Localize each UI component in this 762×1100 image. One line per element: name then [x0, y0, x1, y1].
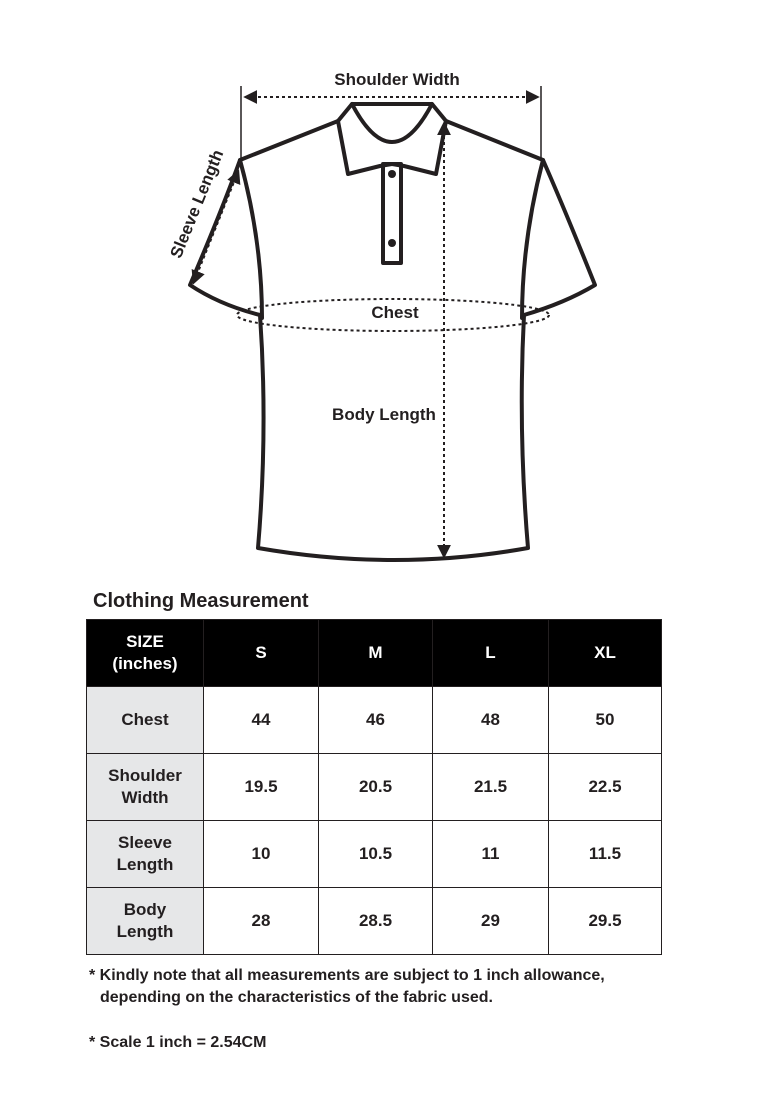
table-cell: 50 [549, 687, 662, 754]
table-cell: 21.5 [433, 754, 549, 821]
table-row-chest [87, 687, 662, 754]
allowance-note [89, 965, 709, 1009]
size-col-m: M [319, 620, 433, 687]
table-title: Clothing Measurement [93, 590, 309, 612]
row-label-line: Length [116, 922, 174, 941]
table-cell: 29 [433, 888, 549, 955]
size-header-cell [87, 620, 204, 687]
row-label-body-length [87, 888, 204, 955]
table-cell: 28.5 [319, 888, 433, 955]
row-label-line: Width [121, 788, 169, 807]
table-row-body-length [87, 888, 662, 955]
table-cell: 11 [433, 821, 549, 888]
shoulder-width-label: Shoulder Width [334, 70, 460, 89]
size-col-s: S [204, 620, 319, 687]
row-label-line: Length [116, 855, 174, 874]
size-label: SIZE [126, 632, 164, 651]
unit-label: (inches) [112, 654, 178, 673]
table-row-shoulder-width [87, 754, 662, 821]
table-cell: 29.5 [549, 888, 662, 955]
table-cell: 11.5 [549, 821, 662, 888]
row-label-line: Chest [121, 710, 169, 729]
row-label-line: Shoulder [108, 766, 182, 785]
note-line-1: * Kindly note that all measurements are subject to 1 inch allowance, [89, 967, 605, 984]
scale-note: * Scale 1 inch = 2.54CM [89, 1034, 267, 1051]
size-col-xl: XL [549, 620, 662, 687]
sleeve-length-label: Sleeve Length [166, 146, 228, 261]
table-cell: 22.5 [549, 754, 662, 821]
table-cell: 44 [204, 687, 319, 754]
body-length-label: Body Length [332, 405, 436, 424]
table-cell: 46 [319, 687, 433, 754]
row-label-sleeve-length [87, 821, 204, 888]
table-cell: 19.5 [204, 754, 319, 821]
polo-shirt-outline [190, 104, 595, 560]
size-col-l: L [433, 620, 549, 687]
note-line-2: depending on the characteristics of the fabric used. [100, 989, 493, 1006]
table-cell: 48 [433, 687, 549, 754]
table-cell: 28 [204, 888, 319, 955]
table-cell: 10.5 [319, 821, 433, 888]
chest-label: Chest [371, 303, 419, 322]
table-row-sleeve-length [87, 821, 662, 888]
row-label-chest [87, 687, 204, 754]
row-label-line: Body [123, 900, 167, 919]
row-label-shoulder-width [87, 754, 204, 821]
size-chart-table [86, 619, 662, 955]
table-cell: 20.5 [319, 754, 433, 821]
row-label-line: Sleeve [118, 833, 172, 852]
table-cell: 10 [204, 821, 319, 888]
table-header-row [87, 620, 662, 687]
